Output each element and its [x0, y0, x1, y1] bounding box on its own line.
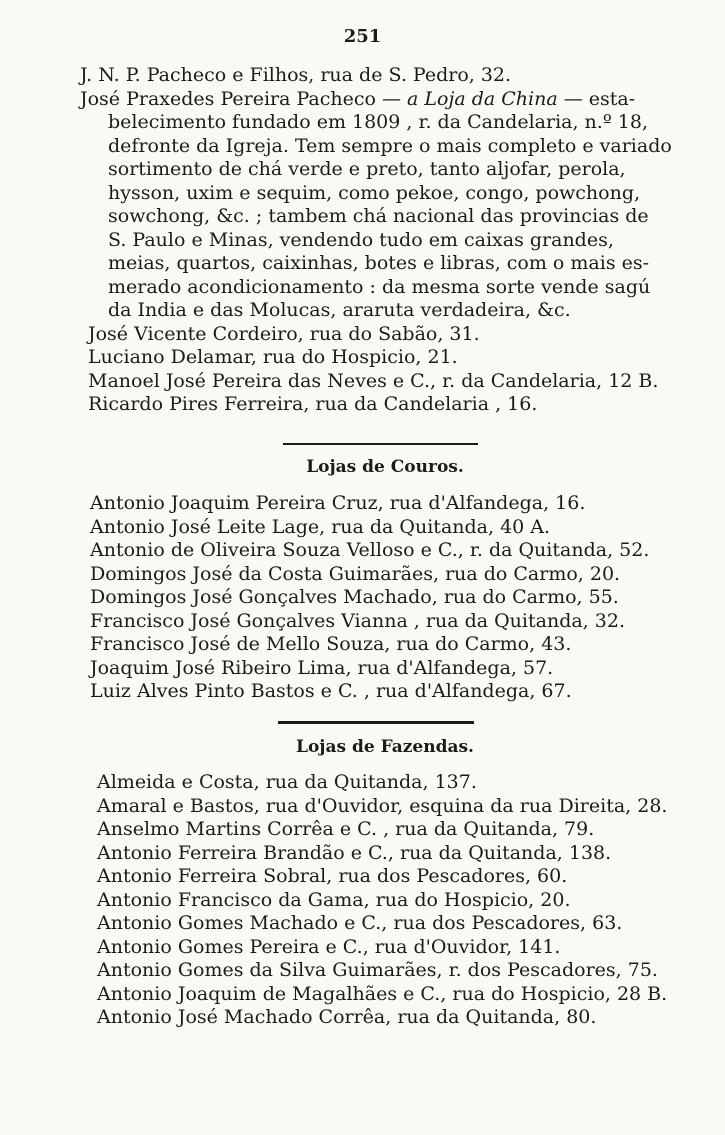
entry-line: defronte da Igreja. Tem sempre o mais completo e variado [108, 134, 672, 157]
entry-text: José Praxedes Pereira Pacheco — [80, 87, 408, 110]
directory-entry: Antonio Joaquim Pereira Cruz, rua d'Alfandega, 16. [90, 492, 586, 514]
entry-line: da India e das Molucas, araruta verdadeira, &c. [108, 299, 571, 321]
directory-entry: Antonio Gomes Pereira e C., rua d'Ouvidor, 141. [97, 935, 561, 958]
directory-entry: Antonio Francisco da Gama, rua do Hospicio, 20. [97, 888, 571, 911]
directory-entry: Antonio Ferreira Sobral, rua dos Pescadores, 60. [97, 865, 568, 887]
directory-entry: Amaral e Bastos, rua d'Ouvidor, esquina da rua Direita, 28. [97, 794, 668, 817]
directory-entry: Antonio Gomes da Silva Guimarães, r. dos Pescadores, 75. [97, 959, 658, 981]
directory-entry: Francisco José Gonçalves Vianna , rua da Quitanda, 32. [90, 609, 625, 632]
section-heading-fazendas: Lojas de Fazendas. [296, 737, 474, 757]
directory-entry: Antonio Gomes Machado e C., rua dos Pescadores, 63. [97, 912, 623, 934]
page-number: 251 [343, 26, 382, 47]
section-divider [278, 721, 474, 724]
directory-entry: Joaquim José Ribeiro Lima, rua d'Alfandega, 57. [90, 656, 554, 679]
directory-entry: Domingos José da Costa Guimarães, rua do Carmo, 20. [90, 562, 621, 585]
directory-entry: Antonio José Machado Corrêa, rua da Quitanda, 80. [97, 1006, 597, 1028]
directory-entry: Antonio Joaquim de Magalhães e C., rua do Hospicio, 28 B. [97, 982, 668, 1005]
section-2-entries [90, 492, 649, 704]
entry-line: sowchong, &c. ; tambem chá nacional das provincias de [108, 205, 649, 227]
directory-entry: Antonio Ferreira Brandão e C., rua da Quitanda, 138. [97, 841, 612, 864]
entry-line: merado acondicionamento : da mesma sorte vende sagú [108, 275, 651, 298]
directory-entry: Luciano Delamar, rua do Hospicio, 21. [88, 346, 458, 368]
directory-entry: J. N. P. Pacheco e Filhos, rua de S. Pedro, 32. [80, 64, 512, 86]
directory-entry: Anselmo Martins Corrêa e C. , rua da Quitanda, 79. [97, 818, 595, 840]
directory-entry: Manoel José Pereira das Neves e C., r. da Candelaria, 12 B. [88, 369, 659, 392]
entry-line: S. Paulo e Minas, vendendo tudo em caixas grandes, [108, 228, 614, 251]
directory-entry-loja-da-china [80, 88, 672, 323]
directory-entry: Ricardo Pires Ferreira, rua da Candelaria , 16. [88, 393, 538, 415]
entry-text: — esta- [557, 87, 636, 110]
directory-entry: José Vicente Cordeiro, rua do Sabão, 31. [88, 322, 480, 345]
directory-entry: Antonio de Oliveira Souza Velloso e C., r. da Quitanda, 52. [90, 539, 650, 561]
directory-entry: Domingos José Gonçalves Machado, rua do Carmo, 55. [90, 586, 619, 608]
section-3-entries [97, 771, 667, 1030]
section-1-entries [80, 64, 672, 417]
shop-name: a Loja da China [407, 87, 558, 110]
entry-line: meias, quartos, caixinhas, botes e libras, com o mais es- [108, 252, 650, 274]
section-divider [283, 443, 478, 445]
directory-entry: Almeida e Costa, rua da Quitanda, 137. [97, 771, 477, 793]
entry-line: hysson, uxim e sequim, como pekoe, congo, powchong, [108, 181, 641, 204]
directory-entry: Luiz Alves Pinto Bastos e C. , rua d'Alfandega, 67. [90, 680, 572, 702]
entry-line [80, 88, 672, 112]
directory-entry: Francisco José de Mello Souza, rua do Carmo, 43. [90, 633, 572, 655]
section-heading-couros: Lojas de Couros. [306, 457, 464, 477]
directory-entry: Antonio José Leite Lage, rua da Quitanda, 40 A. [90, 515, 551, 538]
entry-line: sortimento de chá verde e preto, tanto aljofar, perola, [108, 158, 626, 180]
entry-line: belecimento fundado em 1809 , r. da Candelaria, n.º 18, [108, 111, 649, 133]
